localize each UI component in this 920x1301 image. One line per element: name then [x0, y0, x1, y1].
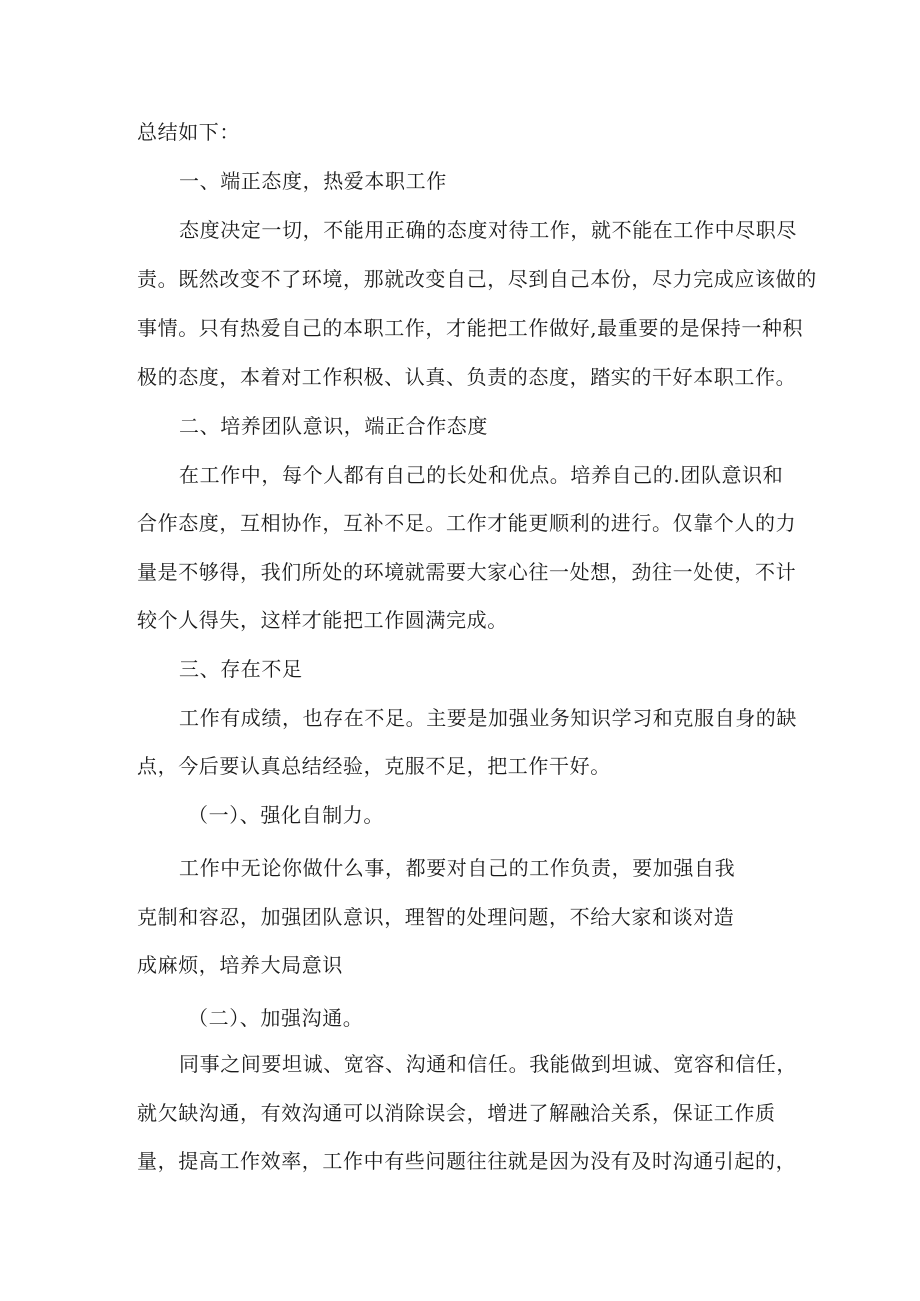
- text-line: 量，提高工作效率，工作中有些问题往往就是因为没有及时沟通引起的，: [137, 1149, 797, 1173]
- section-heading: 一、端正态度，热爱本职工作: [179, 169, 447, 193]
- text-line: 极的态度，本着对工作积极、认真、负责的态度，踏实的干好本职工作。: [137, 365, 797, 389]
- text-line: 克制和容忍，加强团队意识，理智的处理问题，不给大家和谈对造: [137, 905, 735, 929]
- text-line: 就欠缺沟通，有效沟通可以消除误会，增进了解融洽关系，保证工作质: [137, 1101, 776, 1125]
- text-line: 工作中无论你做什么事，都要对自己的工作负责，要加强自我: [179, 856, 736, 880]
- text-line: 量是不够得，我们所处的环境就需要大家心往一处想，劲往一处使，不计: [137, 560, 797, 584]
- text-line: 责。既然改变不了环境，那就改变自己，尽到自己本份，尽力完成应该做的: [137, 267, 817, 291]
- text-line: 在工作中，每个人都有自己的长处和优点。培养自己的.团队意识和: [179, 463, 784, 487]
- section-heading: 三、存在不足: [179, 657, 303, 681]
- text-line: 工作有成绩，也存在不足。主要是加强业务知识学习和克服自身的缺: [179, 706, 797, 730]
- subsection-heading: （一）、强化自制力。: [188, 803, 384, 827]
- text-line: 态度决定一切，不能用正确的态度对待工作，就不能在工作中尽职尽: [179, 218, 797, 242]
- text-line: 较个人得失，这样才能把工作圆满完成。: [137, 608, 508, 632]
- text-line: 合作态度，互相协作，互补不足。工作才能更顺利的进行。仅靠个人的力: [137, 511, 797, 535]
- subsection-heading: （二）、加强沟通。: [188, 1006, 364, 1030]
- text-line: 成麻烦，培养大局意识: [137, 953, 343, 977]
- text-line: 总结如下：: [137, 120, 240, 144]
- text-line: 点，今后要认真总结经验，克服不足，把工作干好。: [137, 754, 611, 778]
- text-line: 同事之间要坦诚、宽容、沟通和信任。我能做到坦诚、宽容和信任，: [179, 1052, 797, 1076]
- text-line: 事情。只有热爱自己的本职工作，才能把工作做好,最重要的是保持一种积: [137, 316, 804, 340]
- section-heading: 二、培养团队意识，端正合作态度: [179, 414, 488, 438]
